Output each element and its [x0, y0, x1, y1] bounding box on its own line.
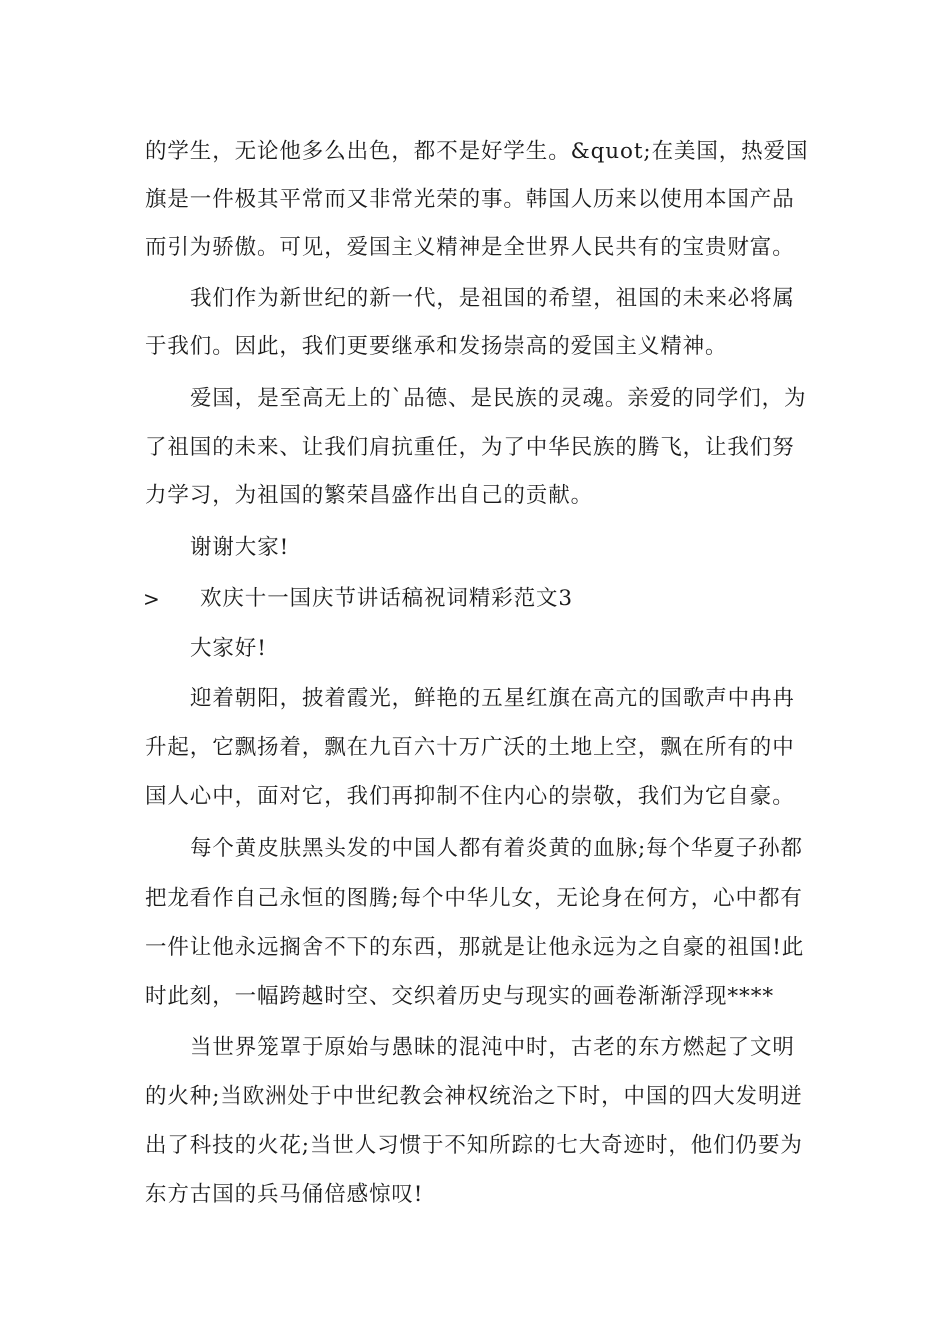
text-line: 我们作为新世纪的新一代，是祖国的希望，祖国的未来必将属	[190, 286, 795, 311]
text-line: 东方古国的兵马俑倍感惊叹!	[145, 1182, 424, 1207]
text-line: 爱国，是至高无上的`品德、是民族的灵魂。亲爱的同学们，为	[190, 386, 807, 411]
heading-marker-icon: >	[143, 587, 160, 611]
text-line: 当世界笼罩于原始与愚昧的混沌中时，古老的东方燃起了文明	[190, 1035, 795, 1060]
text-line: 大家好!	[190, 636, 267, 661]
text-line: 旗是一件极其平常而又非常光荣的事。韩国人历来以使用本国产品	[145, 187, 795, 212]
text-line: 把龙看作自己永恒的图腾;每个中华儿女，无论身在何方，心中都有	[145, 886, 803, 911]
text-line: 于我们。因此，我们更要继承和发扬崇高的爱国主义精神。	[145, 334, 728, 359]
text-line: 出了科技的火花;当世人习惯于不知所踪的七大奇迹时，他们仍要为	[145, 1133, 803, 1158]
text-line: 每个黄皮肤黑头发的中国人都有着炎黄的血脉;每个华夏子孙都	[190, 836, 803, 861]
text-line: 了祖国的未来、让我们肩抗重任，为了中华民族的腾飞，让我们努	[145, 435, 795, 460]
text-line: 时此刻，一幅跨越时空、交织着历史与现实的画卷渐渐浮现****	[145, 984, 775, 1009]
text-line: 迎着朝阳，披着霞光，鲜艳的五星红旗在高亢的国歌声中冉冉	[190, 686, 795, 711]
text-line: 国人心中，面对它，我们再抑制不住内心的崇敬，我们为它自豪。	[145, 784, 795, 809]
text-line: 一件让他永远搁舍不下的东西，那就是让他永远为之自豪的祖国!此	[145, 935, 805, 960]
text-line: 而引为骄傲。可见，爱国主义精神是全世界人民共有的宝贵财富。	[145, 235, 795, 260]
section-heading: 欢庆十一国庆节讲话稿祝词精彩范文3	[200, 586, 573, 611]
text-line: 的火种;当欧洲处于中世纪教会神权统治之下时，中国的四大发明迸	[145, 1084, 803, 1109]
text-line: 力学习，为祖国的繁荣昌盛作出自己的贡献。	[145, 483, 594, 508]
text-line: 的学生，无论他多么出色，都不是好学生。&quot;在美国，热爱国	[145, 139, 809, 164]
text-line: 升起，它飘扬着，飘在九百六十万广沃的土地上空，飘在所有的中	[145, 735, 795, 760]
text-line: 谢谢大家!	[190, 535, 290, 560]
